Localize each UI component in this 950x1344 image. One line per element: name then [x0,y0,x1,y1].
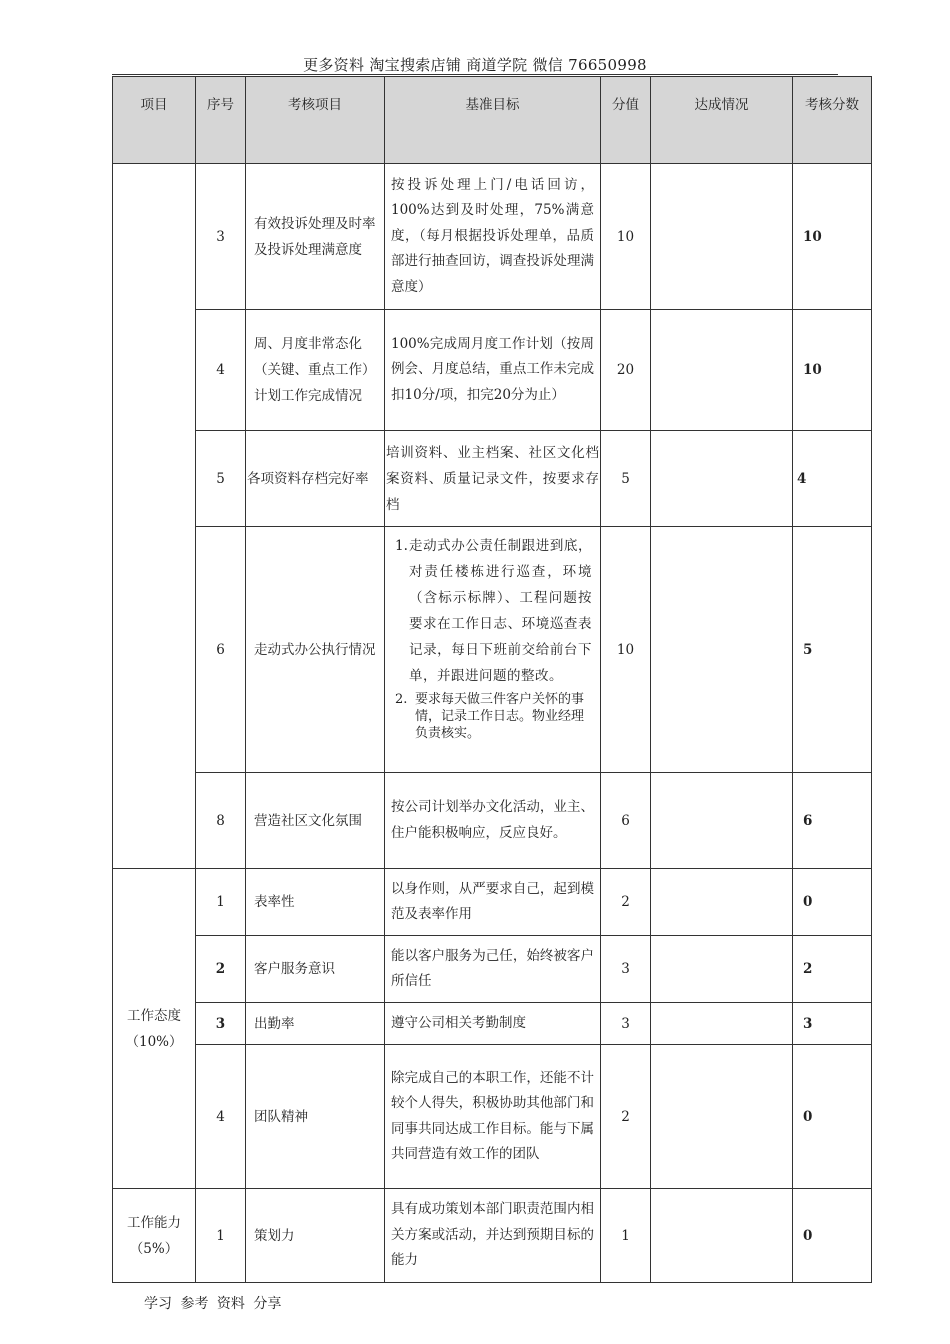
table-header-row [113,77,872,164]
score-cell: 10 [793,310,872,431]
seq-cell: 4 [196,1045,246,1189]
page-header-text: 更多资料 淘宝搜索店铺 商道学院 微信 76650998 [303,56,647,74]
category-cell [113,869,196,1189]
score-cell: 0 [793,1045,872,1189]
table-row [113,527,872,773]
item-cell: 有效投诉处理及时率及投诉处理满意度 [246,164,385,310]
points-cell: 20 [601,310,651,431]
seq-cell: 4 [196,310,246,431]
seq-cell: 3 [196,1003,246,1045]
target-list-item-2 [395,691,592,742]
seq-cell: 1 [196,1189,246,1283]
target-cell: 除完成自己的本职工作，还能不计较个人得失，积极协助其他部门和同事共同达成工作目标。能与下属共同营造有效工作的团队 [385,1045,601,1189]
table-row [113,936,872,1003]
col-header-status: 达成情况 [651,77,793,164]
points-cell: 10 [601,164,651,310]
status-cell[interactable] [651,936,793,1003]
list-number: 1. [395,538,408,554]
score-cell: 6 [793,773,872,869]
table-row [113,1003,872,1045]
target-list-item-1 [395,533,592,689]
score-cell: 10 [793,164,872,310]
list-text: 走动式办公责任制跟进到底，对责任楼栋进行巡查，环境（含标示标牌）、工程问题按要求在工作日志、环境巡查表记录，每日下班前交给前台下单，并跟进问题的整改。 [409,538,592,684]
table-row [113,431,872,527]
score-cell: 4 [793,431,872,527]
points-cell: 3 [601,1003,651,1045]
table-row [113,1045,872,1189]
item-cell: 营造社区文化氛围 [246,773,385,869]
status-cell[interactable] [651,527,793,773]
score-cell: 0 [793,1189,872,1283]
status-cell[interactable] [651,869,793,936]
item-cell: 策划力 [246,1189,385,1283]
category-weight: （5%） [129,1240,179,1257]
category-cell [113,1189,196,1283]
target-cell [385,527,601,773]
points-cell: 3 [601,936,651,1003]
status-cell[interactable] [651,1189,793,1283]
category-cell-blank [113,164,196,869]
score-cell: 5 [793,527,872,773]
target-cell: 按投诉处理上门/电话回访，100%达到及时处理，75%满意度，（每月根据投诉处理单，品质部进行抽查回访，调查投诉处理满意度） [385,164,601,310]
seq-cell: 6 [196,527,246,773]
page-footer-text: 学习 参考 资料 分享 [144,1296,282,1312]
category-weight: （10%） [125,1033,183,1050]
col-header-project: 项目 [113,77,196,164]
target-cell: 100%完成周月度工作计划（按周例会、月度总结，重点工作未完成扣10分/项，扣完20分为止） [385,310,601,431]
table-row [113,310,872,431]
points-cell: 6 [601,773,651,869]
target-cell: 培训资料、业主档案、社区文化档案资料、质量记录文件，按要求存档 [385,431,601,527]
target-cell: 按公司计划举办文化活动，业主、住户能积极响应，反应良好。 [385,773,601,869]
header-rule [112,74,838,75]
target-cell: 具有成功策划本部门职责范围内相关方案或活动，并达到预期目标的能力 [385,1189,601,1283]
status-cell[interactable] [651,431,793,527]
points-cell: 2 [601,869,651,936]
target-cell: 遵守公司相关考勤制度 [385,1003,601,1045]
col-header-item: 考核项目 [246,77,385,164]
item-cell: 出勤率 [246,1003,385,1045]
item-cell: 走动式办公执行情况 [246,527,385,773]
status-cell[interactable] [651,310,793,431]
seq-cell: 3 [196,164,246,310]
col-header-target: 基准目标 [385,77,601,164]
table-row [113,869,872,936]
item-cell: 客户服务意识 [246,936,385,1003]
points-cell: 1 [601,1189,651,1283]
points-cell: 2 [601,1045,651,1189]
col-header-score: 考核分数 [793,77,872,164]
target-cell: 以身作则，从严要求自己，起到模范及表率作用 [385,869,601,936]
col-header-points: 分值 [601,77,651,164]
list-text: 要求每天做三件客户关怀的事情，记录工作日志。物业经理负责核实。 [415,692,585,741]
seq-cell: 8 [196,773,246,869]
seq-cell: 1 [196,869,246,936]
status-cell[interactable] [651,164,793,310]
points-cell: 10 [601,527,651,773]
table-row [113,1189,872,1283]
seq-cell: 5 [196,431,246,527]
item-cell: 各项资料存档完好率 [246,431,385,527]
kpi-table [112,76,872,1283]
score-cell: 0 [793,869,872,936]
col-header-seq: 序号 [196,77,246,164]
list-number: 2. [395,692,408,707]
table-row [113,164,872,310]
points-cell: 5 [601,431,651,527]
target-cell: 能以客户服务为己任，始终被客户所信任 [385,936,601,1003]
item-cell: 周、月度非常态化（关键、重点工作）计划工作完成情况 [246,310,385,431]
score-cell: 3 [793,1003,872,1045]
category-label: 工作能力 [127,1214,181,1231]
table-row [113,773,872,869]
seq-cell: 2 [196,936,246,1003]
status-cell[interactable] [651,1003,793,1045]
item-cell: 团队精神 [246,1045,385,1189]
status-cell[interactable] [651,1045,793,1189]
status-cell[interactable] [651,773,793,869]
score-cell: 2 [793,936,872,1003]
category-label: 工作态度 [127,1007,181,1024]
item-cell: 表率性 [246,869,385,936]
